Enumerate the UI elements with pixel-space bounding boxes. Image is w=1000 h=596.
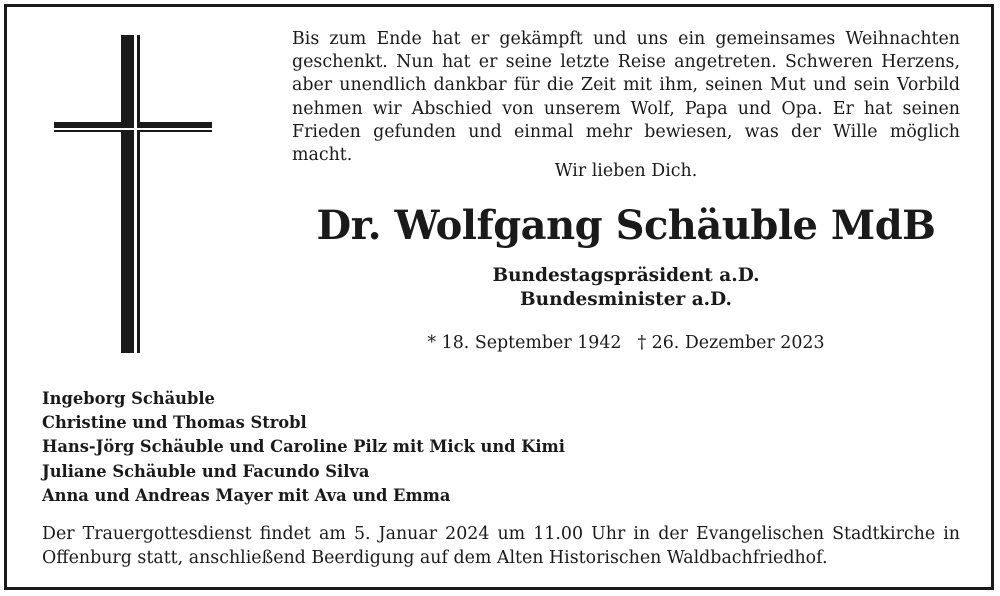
death-date: † 26. Dezember 2023	[637, 333, 825, 353]
closing-line: Wir lieben Dich.	[554, 161, 698, 181]
life-dates	[292, 333, 960, 353]
family-member: Juliane Schäuble und Facundo Silva	[42, 461, 370, 481]
family-member: Hans-Jörg Schäuble und Caroline Pilz mit Mick und Kimi	[42, 437, 565, 457]
intro-line: nehmen wir Abschied von unserem Wolf, Papa und Opa. Er hat seinen	[292, 98, 960, 119]
birth-date: * 18. September 1942	[427, 333, 622, 353]
intro-line: aber unendlich dankbar für die Zeit mit ihm, seinen Mut und sein Vorbild	[292, 75, 960, 96]
cross-icon	[54, 35, 214, 355]
intro-line: geschenkt. Nun hat er seine letzte Reise angetreten. Schweren Herzens,	[292, 52, 960, 73]
intro-line: Frieden gefunden und einmal mehr bewiesen, was der Wille möglich macht.	[292, 121, 960, 166]
title-line: Bundesminister a.D.	[520, 289, 732, 310]
family-member: Anna und Andreas Mayer mit Ava und Emma	[42, 485, 451, 505]
family-member: Ingeborg Schäuble	[42, 389, 215, 408]
title-line: Bundestagspräsident a.D.	[492, 265, 760, 286]
deceased-name: Dr. Wolfgang Schäuble MdB	[316, 202, 936, 249]
family-list	[42, 387, 565, 508]
intro-line: Bis zum Ende hat er gekämpft und uns ein gemeinsames Weihnachten	[292, 29, 960, 49]
service-info	[42, 522, 960, 570]
service-line: Offenburg statt, anschließend Beerdigung auf dem Alten Historischen Waldbachfriedhof.	[42, 548, 828, 568]
service-line: Der Trauergottesdienst findet am 5. Januar 2024 um 11.00 Uhr in der Evangelischen Stadtkirche in	[42, 524, 960, 544]
family-member: Christine und Thomas Strobl	[42, 413, 307, 433]
deceased-titles	[292, 264, 960, 312]
intro-text	[292, 28, 960, 167]
